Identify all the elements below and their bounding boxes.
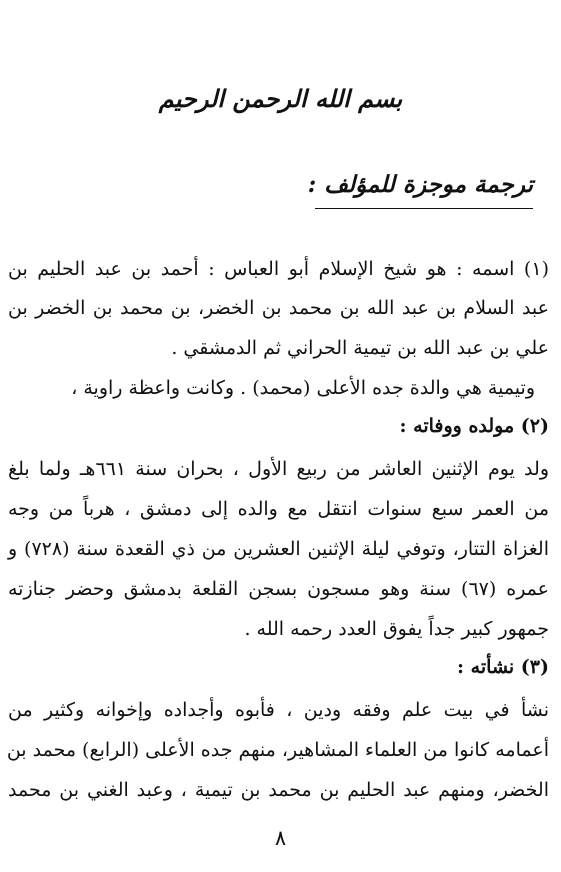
text-line: نشأ في بيت علم وفقه ودين ، فأبوه وأجداده وإخوانه وكثير من: [8, 699, 549, 721]
text-line: عمره (٦٧) سنة وهو مسجون بسجن القلعة بدمشق وحضر جنازته: [8, 578, 549, 600]
text-line: الغزاة التتار، وتوفي ليلة الإثنين العشرين من ذي القعدة سنة (٧٢٨) و: [8, 538, 549, 560]
text-line: جمهور كبير جداً يفوق العدد رحمه الله .: [244, 618, 549, 640]
basmala-heading: بسم الله الرحمن الرحيم: [158, 84, 403, 113]
text-line: ولد يوم الإثنين العاشر من ربيع الأول ، بحران سنة ٦٦١هـ ولما بلغ: [8, 458, 549, 480]
heading-upbringing: (٣) نشأته :: [457, 656, 549, 678]
text-line: من العمر سبع سنوات انتقل مع والده إلى دمشق ، هرباً من وجه: [8, 498, 549, 520]
text-line: عبد السلام بن عبد الله بن محمد بن الخضر، بن محمد بن الخضر بن: [8, 297, 549, 319]
page-number: ٨: [274, 826, 287, 850]
title-underline: [315, 208, 533, 209]
text-line: وتيمية هي والدة جده الأعلى (محمد) . وكانت واعظة راوية ،: [71, 377, 535, 399]
text-line: أعمامه كانوا من العلماء المشاهير، منهم جده الأعلى (الرابع) محمد بن: [6, 739, 549, 761]
text-line: علي بن عبد الله بن تيمية الحراني ثم الدمشقي .: [171, 337, 549, 359]
text-line: الخضر، ومنهم عبد الحليم بن محمد بن تيمية ، وعبد الغني بن محمد: [8, 779, 549, 801]
text-line-name: (١) اسمه : هو شيخ الإسلام أبو العباس : أحمد بن عبد الحليم بن: [8, 258, 549, 280]
section-title: ترجمة موجزة للمؤلف :: [307, 171, 533, 198]
heading-birth-death: (٢) مولده ووفاته :: [399, 415, 549, 437]
